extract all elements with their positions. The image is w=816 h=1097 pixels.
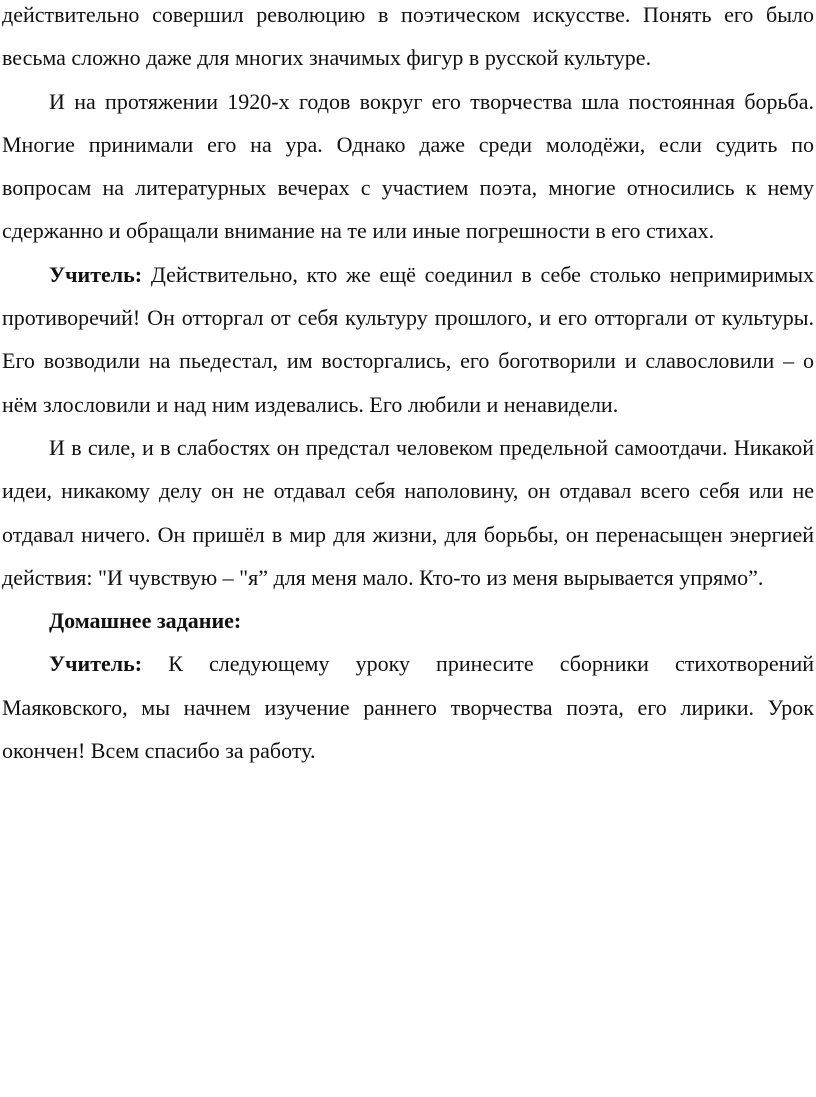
speaker-label: Учитель: (49, 261, 143, 287)
paragraph-text: действительно совершил революцию в поэтическом искусстве. Понять его было весьма сложно даже для многих значимых фигур в русской культуре. (2, 2, 814, 71)
paragraph-text: И на протяжении 1920-х годов вокруг его творчества шла постоянная борьба. Многие принимали его на ура. Однако даже среди молодёжи, если судить по вопросам на литературных вечерах с участием поэта, многие относились к нему сдержанно и обращали внимание на те или иные погрешности в его стихах. (2, 88, 814, 244)
homework-heading (2, 599, 814, 642)
paragraph-teacher-homework (2, 642, 814, 772)
paragraph-text: К следующему уроку принесите сборники стихотворений Маяковского, мы начнем изучение раннего творчества поэта, его лирики. Урок окончен! Всем спасибо за работу. (2, 651, 814, 764)
paragraph-continuation (2, 0, 814, 80)
paragraph-struggle (2, 80, 814, 253)
homework-label: Домашнее задание: (49, 608, 242, 634)
paragraph-teacher-contradictions (2, 253, 814, 426)
document-body (2, 0, 814, 772)
paragraph-text: Действительно, кто же ещё соединил в себе столько непримиримых противоречий! Он отторгал от себя культуру прошлого, и его отторгали от культуры. Его возводили на пьедестал, им восторгались, его боготворили и славословили – о нём злословили и над ним издевались. Его любили и ненавидели. (2, 261, 814, 417)
paragraph-text: И в силе, и в слабостях он предстал человеком предельной самоотдачи. Никакой идеи, никакому делу он не отдавал себя наполовину, он отдавал всего себя или не отдавал ничего. Он пришёл в мир для жизни, для борьбы, он перенасыщен энергией действия: "И чувствую – "я” для меня мало. Кто-то из меня вырывается упрямо”. (2, 434, 814, 590)
paragraph-self-dedication (2, 426, 814, 599)
speaker-label: Учитель: (49, 651, 143, 677)
